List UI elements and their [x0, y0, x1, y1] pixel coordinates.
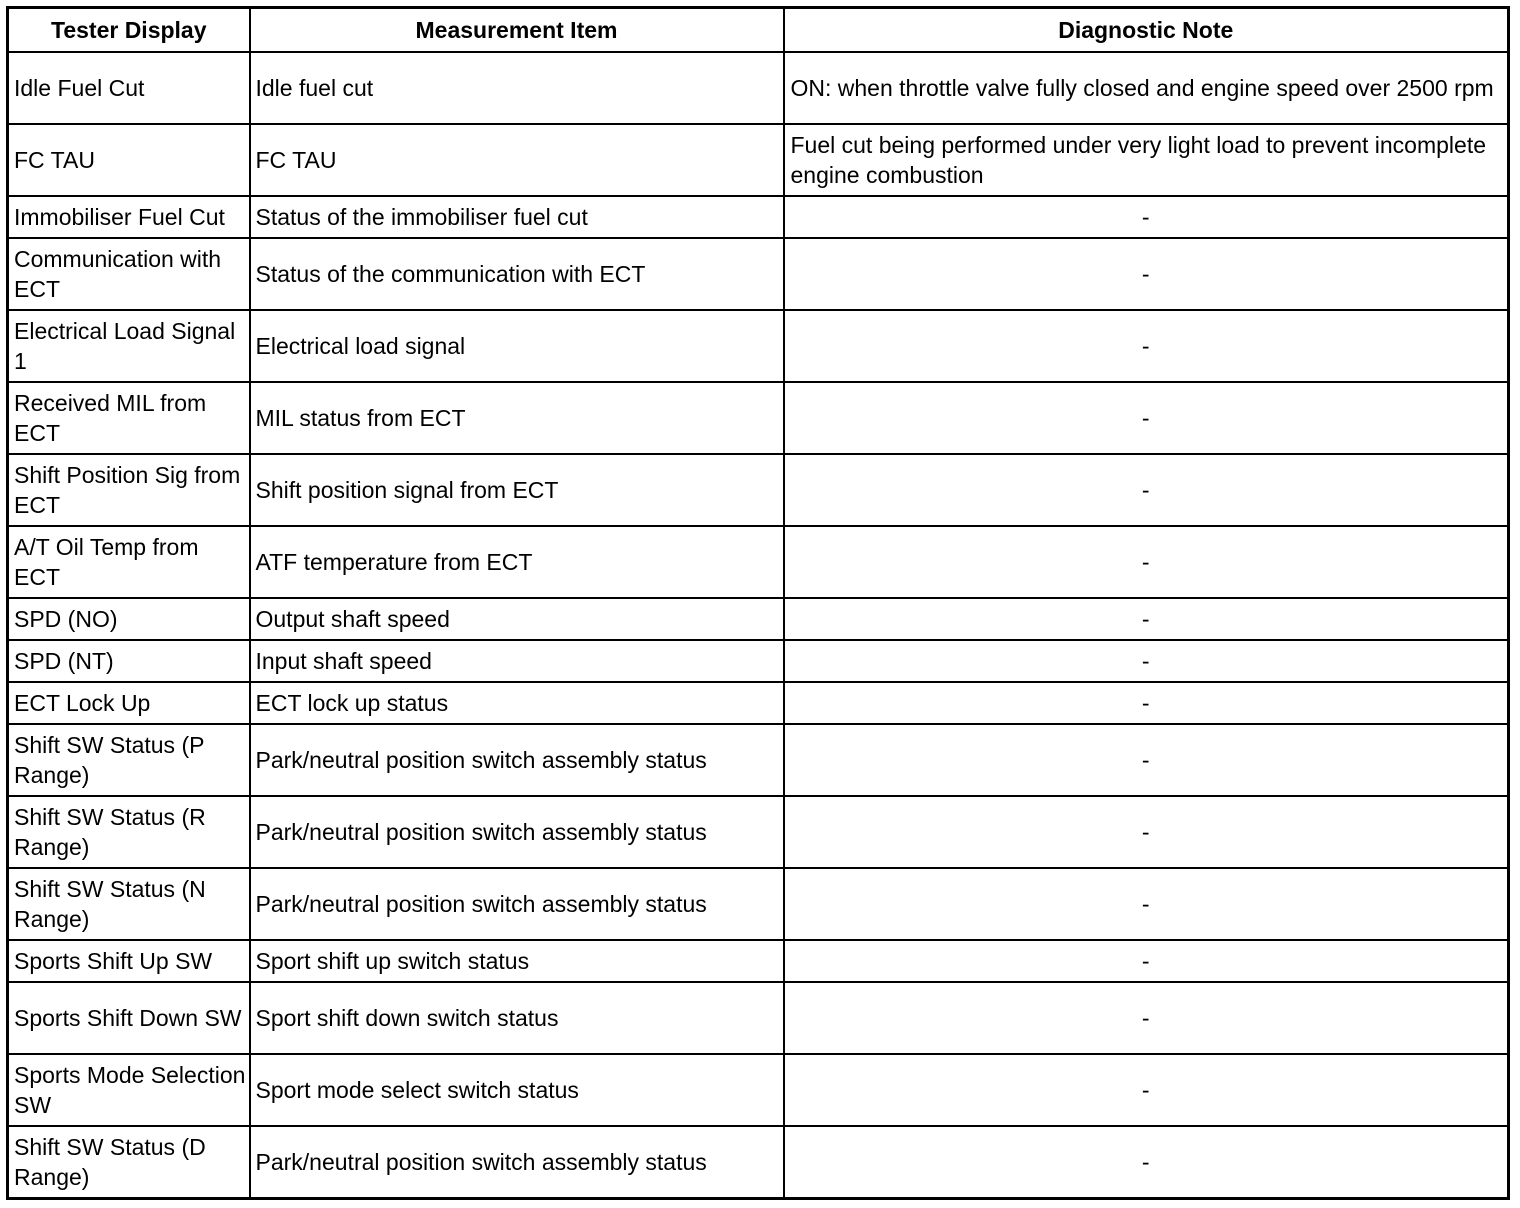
- measurement-item-cell: Sport shift down switch status: [250, 982, 784, 1054]
- diagnostic-note-cell: -: [784, 454, 1509, 526]
- table-row: [8, 982, 1509, 1054]
- table-row: [8, 598, 1509, 640]
- table-row: [8, 196, 1509, 238]
- diagnostic-note-cell: -: [784, 796, 1509, 868]
- diagnostic-note-cell: -: [784, 682, 1509, 724]
- measurement-item-cell: Park/neutral position switch assembly status: [250, 1126, 784, 1199]
- diagnostic-note-cell: -: [784, 1126, 1509, 1199]
- table-row: [8, 940, 1509, 982]
- measurement-item-cell: Status of the communication with ECT: [250, 238, 784, 310]
- measurement-item-cell: Sport shift up switch status: [250, 940, 784, 982]
- table-row: [8, 796, 1509, 868]
- table-row: [8, 454, 1509, 526]
- header-measurement-item: Measurement Item: [250, 8, 784, 53]
- measurement-item-cell: Output shaft speed: [250, 598, 784, 640]
- diagnostic-note-cell: -: [784, 526, 1509, 598]
- tester-display-cell: Communication with ECT: [8, 238, 250, 310]
- measurement-item-cell: ATF temperature from ECT: [250, 526, 784, 598]
- table-row: [8, 310, 1509, 382]
- tester-display-cell: ECT Lock Up: [8, 682, 250, 724]
- header-diagnostic-note: Diagnostic Note: [784, 8, 1509, 53]
- diagnostic-note-cell: ON: when throttle valve fully closed and engine speed over 2500 rpm: [784, 52, 1509, 124]
- table-row: [8, 526, 1509, 598]
- table-row: [8, 52, 1509, 124]
- tester-display-cell: Immobiliser Fuel Cut: [8, 196, 250, 238]
- tester-display-cell: Shift Position Sig from ECT: [8, 454, 250, 526]
- tester-display-cell: Received MIL from ECT: [8, 382, 250, 454]
- tester-display-cell: Sports Shift Down SW: [8, 982, 250, 1054]
- measurement-item-cell: Electrical load signal: [250, 310, 784, 382]
- tester-display-cell: Shift SW Status (N Range): [8, 868, 250, 940]
- tester-display-cell: Sports Mode Selection SW: [8, 1054, 250, 1126]
- diagnostic-note-cell: Fuel cut being performed under very light load to prevent incomplete engine combustion: [784, 124, 1509, 196]
- measurement-item-cell: Park/neutral position switch assembly status: [250, 868, 784, 940]
- table-row: [8, 868, 1509, 940]
- diagnostic-note-cell: -: [784, 238, 1509, 310]
- tester-display-cell: Electrical Load Signal 1: [8, 310, 250, 382]
- tester-display-cell: SPD (NO): [8, 598, 250, 640]
- tester-display-cell: FC TAU: [8, 124, 250, 196]
- tester-display-cell: Sports Shift Up SW: [8, 940, 250, 982]
- diagnostic-note-cell: -: [784, 382, 1509, 454]
- diagnostic-note-cell: -: [784, 640, 1509, 682]
- table-row: [8, 124, 1509, 196]
- tester-display-cell: SPD (NT): [8, 640, 250, 682]
- diagnostic-note-cell: -: [784, 598, 1509, 640]
- table-row: [8, 640, 1509, 682]
- diagnostic-note-cell: -: [784, 982, 1509, 1054]
- diagnostic-note-cell: -: [784, 310, 1509, 382]
- diagnostic-note-cell: -: [784, 724, 1509, 796]
- measurement-item-cell: Park/neutral position switch assembly status: [250, 724, 784, 796]
- measurement-item-cell: Input shaft speed: [250, 640, 784, 682]
- tester-display-cell: Shift SW Status (D Range): [8, 1126, 250, 1199]
- diagnostic-note-cell: -: [784, 196, 1509, 238]
- measurement-item-cell: Status of the immobiliser fuel cut: [250, 196, 784, 238]
- table-row: [8, 1054, 1509, 1126]
- tester-display-cell: Shift SW Status (R Range): [8, 796, 250, 868]
- table-row: [8, 238, 1509, 310]
- tester-display-cell: Shift SW Status (P Range): [8, 724, 250, 796]
- table-row: [8, 1126, 1509, 1199]
- diagnostic-note-cell: -: [784, 1054, 1509, 1126]
- table-header-row: [8, 8, 1509, 53]
- measurement-item-cell: Park/neutral position switch assembly status: [250, 796, 784, 868]
- measurement-item-cell: Idle fuel cut: [250, 52, 784, 124]
- measurement-item-cell: Sport mode select switch status: [250, 1054, 784, 1126]
- table-row: [8, 682, 1509, 724]
- diagnostic-note-cell: -: [784, 940, 1509, 982]
- tester-data-table: [6, 6, 1510, 1200]
- measurement-item-cell: MIL status from ECT: [250, 382, 784, 454]
- diagnostic-note-cell: -: [784, 868, 1509, 940]
- measurement-item-cell: FC TAU: [250, 124, 784, 196]
- tester-display-cell: A/T Oil Temp from ECT: [8, 526, 250, 598]
- table-row: [8, 724, 1509, 796]
- tester-display-cell: Idle Fuel Cut: [8, 52, 250, 124]
- measurement-item-cell: Shift position signal from ECT: [250, 454, 784, 526]
- header-tester-display: Tester Display: [8, 8, 250, 53]
- table-row: [8, 382, 1509, 454]
- measurement-item-cell: ECT lock up status: [250, 682, 784, 724]
